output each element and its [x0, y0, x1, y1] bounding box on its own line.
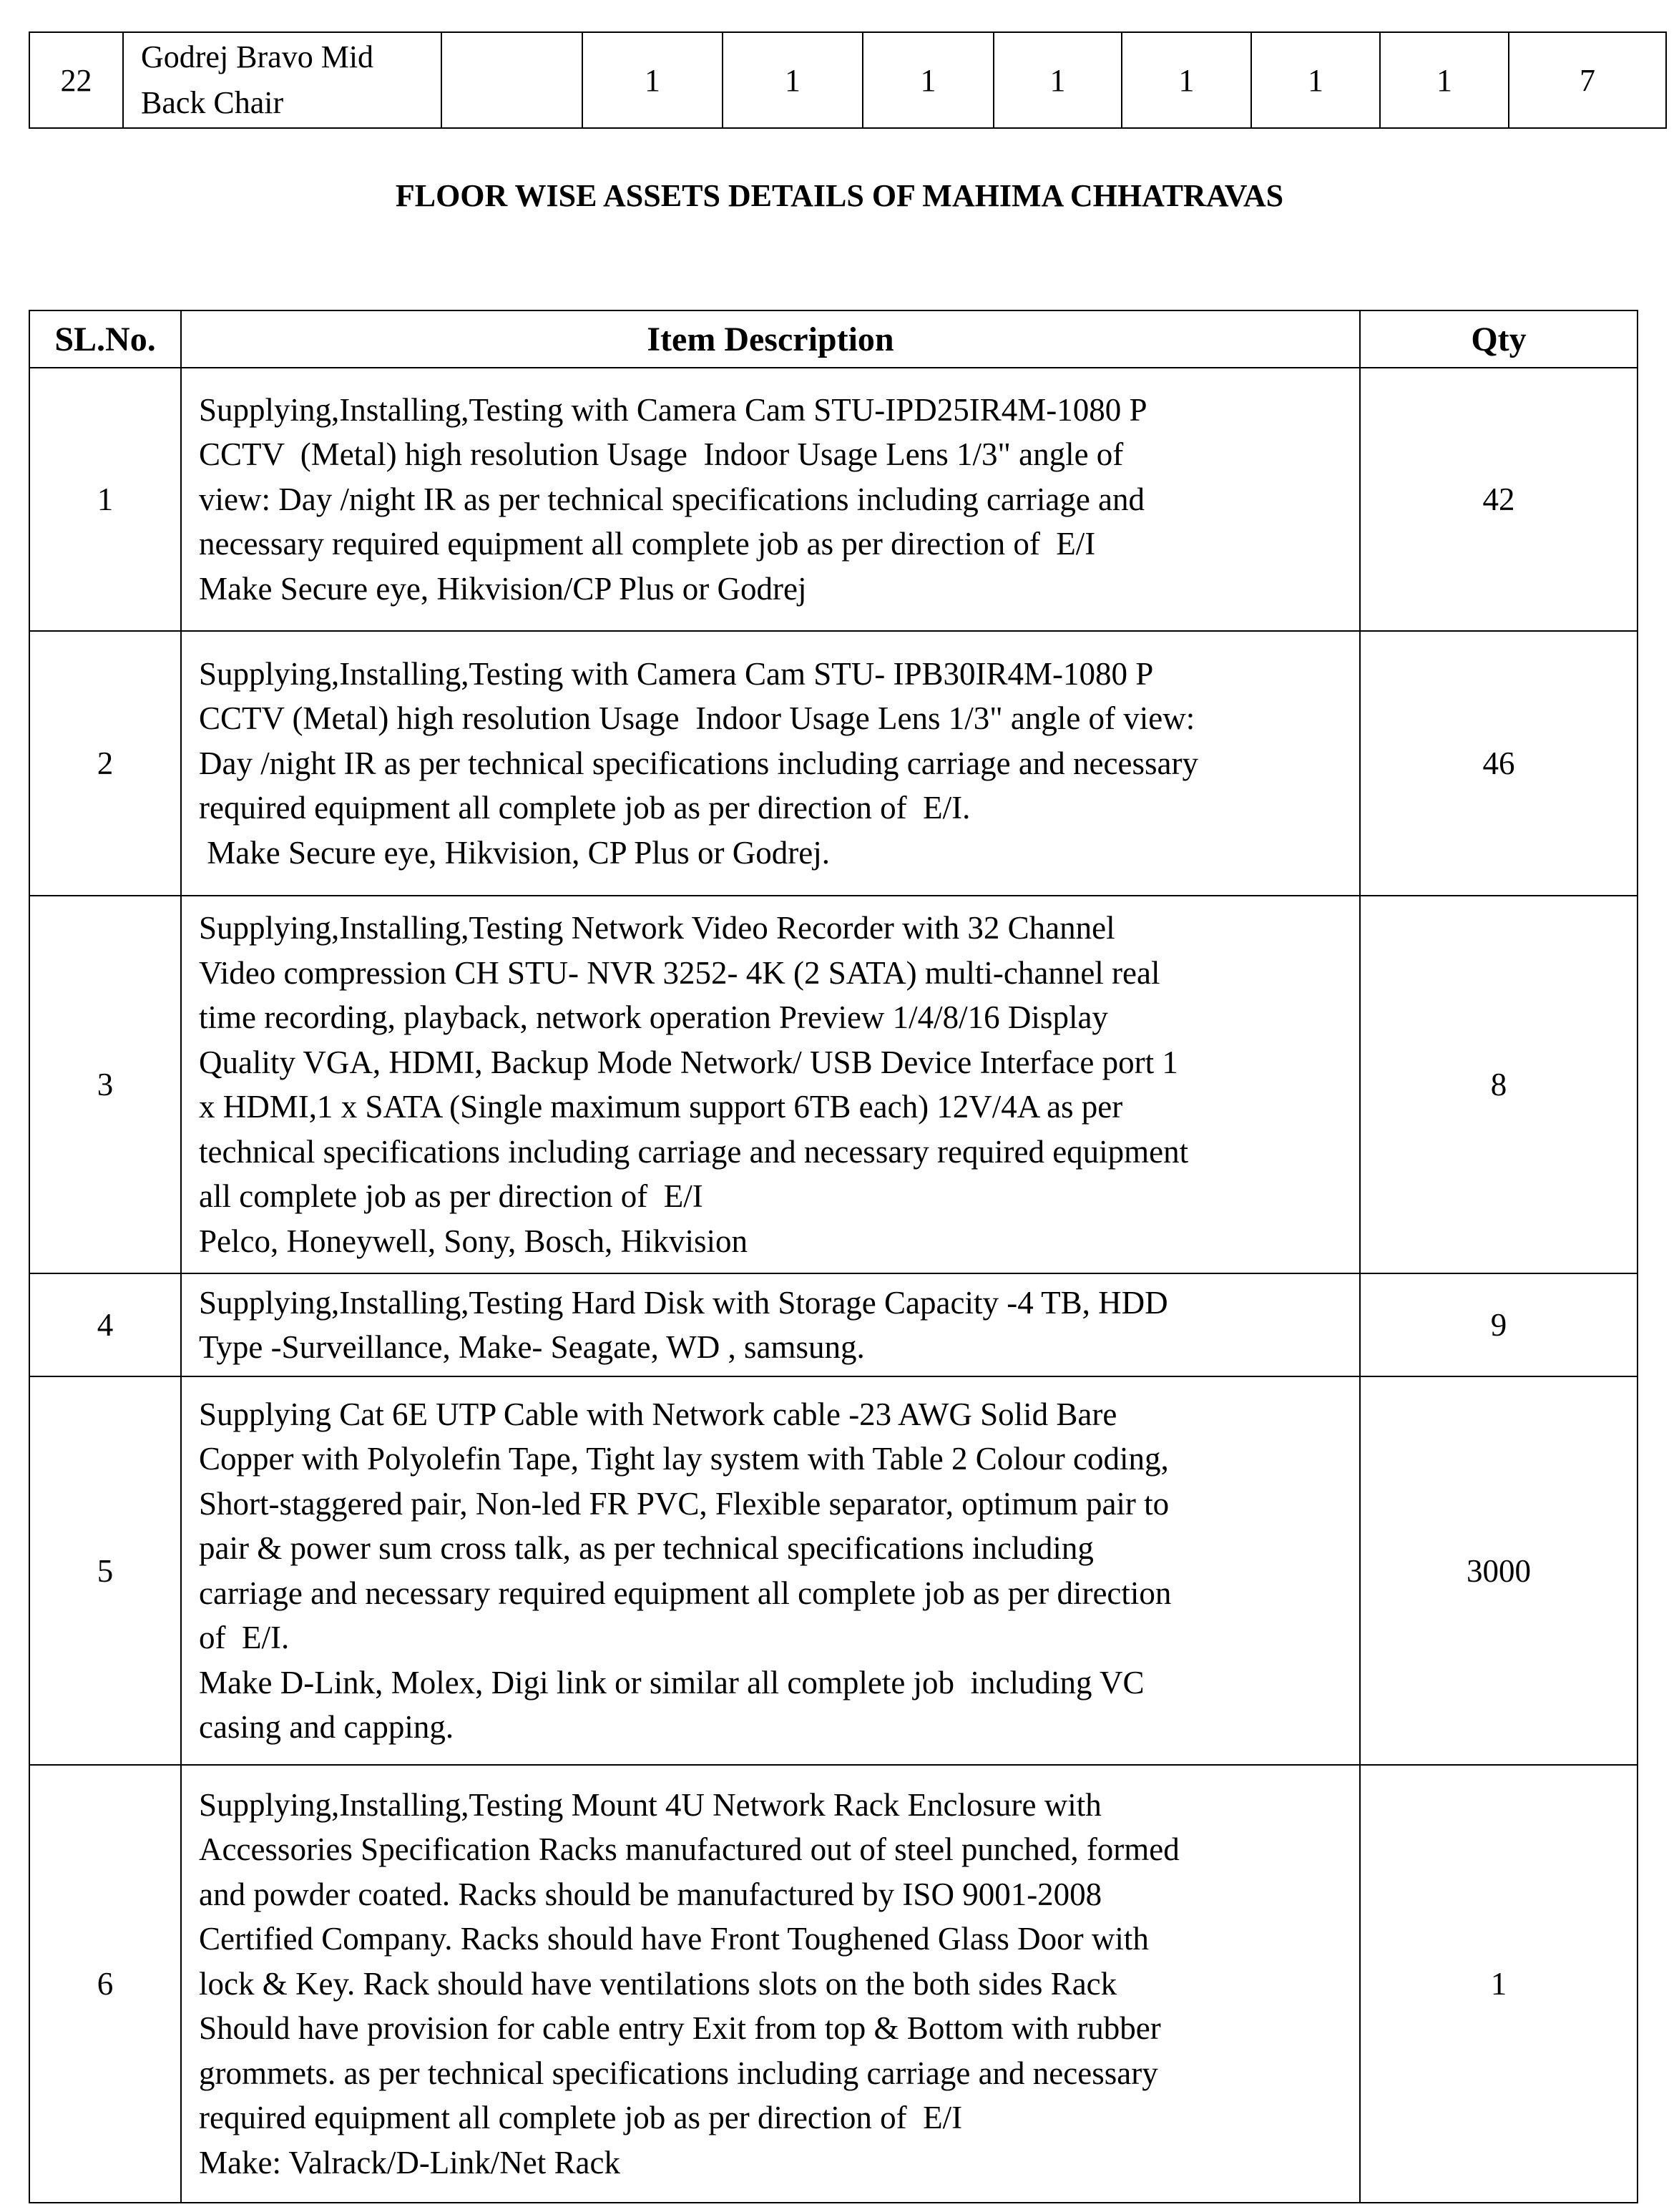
- description-line: Accessories Specification Racks manufactured out of steel punched, formed: [199, 1831, 1180, 1868]
- item-name-line: Godrej Bravo Mid: [141, 39, 374, 74]
- table-header-row: [29, 310, 1638, 368]
- description-line: Day /night IR as per technical specifications including carriage and necessary: [199, 745, 1198, 781]
- description-line: CCTV (Metal) high resolution Usage Indoor Usage Lens 1/3" angle of view:: [199, 700, 1195, 737]
- table-row: [29, 1765, 1638, 2203]
- description-line: required equipment all complete job as per direction of E/I.: [199, 790, 971, 826]
- table-row: [29, 631, 1638, 896]
- sl-cell: 2: [29, 631, 181, 896]
- description-line: Supplying Cat 6E UTP Cable with Network cable -23 AWG Solid Bare: [199, 1396, 1117, 1432]
- description-line: Supplying,Installing,Testing with Camera Cam STU-IPD25IR4M-1080 P: [199, 391, 1147, 428]
- description-line: Certified Company. Racks should have Front Toughened Glass Door with: [199, 1921, 1149, 1957]
- value-cell: 1: [723, 32, 863, 128]
- description-line: grommets. as per technical specifications including carriage and necessary: [199, 2055, 1158, 2091]
- item-name-line: Back Chair: [141, 85, 284, 120]
- description-line: view: Day /night IR as per technical specifications including carriage and: [199, 481, 1145, 517]
- description-line: Pelco, Honeywell, Sony, Bosch, Hikvision: [199, 1223, 748, 1259]
- sl-cell: 5: [29, 1376, 181, 1765]
- description-line: Make Secure eye, Hikvision/CP Plus or Godrej: [199, 570, 807, 607]
- description-line: lock & Key. Rack should have ventilations slots on the both sides Rack: [199, 1965, 1117, 2002]
- description-line: technical specifications including carriage and necessary required equipment: [199, 1133, 1189, 1170]
- description-line: Supplying,Installing,Testing Hard Disk with Storage Capacity -4 TB, HDD: [199, 1284, 1168, 1321]
- sl-cell: 22: [29, 32, 123, 128]
- description-line: Copper with Polyolefin Tape, Tight lay system with Table 2 Colour coding,: [199, 1441, 1169, 1477]
- table-row: [29, 896, 1638, 1273]
- value-cell: 1: [1122, 32, 1251, 128]
- table-row: [29, 368, 1638, 631]
- description-line: carriage and necessary required equipment all complete job as per direction: [199, 1575, 1172, 1611]
- assets-table-body: [29, 368, 1638, 2203]
- description-line: Make Secure eye, Hikvision, CP Plus or Godrej.: [199, 834, 830, 871]
- sl-cell: 6: [29, 1765, 181, 2203]
- page-title: FLOOR WISE ASSETS DETAILS OF MAHIMA CHHATRAVAS: [395, 178, 1284, 213]
- value-cell: 1: [582, 32, 723, 128]
- qty-cell: 9: [1360, 1273, 1638, 1376]
- total-cell: 7: [1509, 32, 1666, 128]
- description-line: time recording, playback, network operation Preview 1/4/8/16 Display: [199, 999, 1108, 1035]
- previous-table: [29, 31, 1667, 129]
- qty-cell: 42: [1360, 368, 1638, 631]
- table-row: [29, 32, 1666, 128]
- description-line: Video compression CH STU- NVR 3252- 4K (2 SATA) multi-channel real: [199, 954, 1160, 991]
- header-qty: Qty: [1360, 310, 1638, 368]
- sl-cell: 4: [29, 1273, 181, 1376]
- description-line: Should have provision for cable entry Exit from top & Bottom with rubber: [199, 2010, 1161, 2047]
- description-line: Quality VGA, HDMI, Backup Mode Network/ USB Device Interface port 1: [199, 1044, 1178, 1080]
- qty-cell: 3000: [1360, 1376, 1638, 1765]
- assets-table: [29, 310, 1638, 2203]
- description-line: required equipment all complete job as per direction of E/I: [199, 2100, 963, 2136]
- description-line: Make: Valrack/D-Link/Net Rack: [199, 2144, 620, 2181]
- value-cell: 1: [1251, 32, 1380, 128]
- value-cell: 1: [863, 32, 994, 128]
- table-row: [29, 1273, 1638, 1376]
- sl-cell: 3: [29, 896, 181, 1273]
- description-cell: [181, 368, 1360, 631]
- description-line: CCTV (Metal) high resolution Usage Indoor Usage Lens 1/3" angle of: [199, 436, 1124, 473]
- description-line: and powder coated. Racks should be manufactured by ISO 9001-2008: [199, 1876, 1102, 1912]
- description-line: casing and capping.: [199, 1709, 454, 1745]
- description-line: Type -Surveillance, Make- Seagate, WD , samsung.: [199, 1329, 865, 1365]
- qty-cell: 8: [1360, 896, 1638, 1273]
- description-line: all complete job as per direction of E/I: [199, 1178, 703, 1214]
- description-line: x HDMI,1 x SATA (Single maximum support 6TB each) 12V/4A as per: [199, 1089, 1123, 1125]
- description-line: Supplying,Installing,Testing Network Video Recorder with 32 Channel: [199, 910, 1115, 946]
- description-cell: [181, 1765, 1360, 2203]
- blank-cell: [441, 32, 582, 128]
- table-row: [29, 1376, 1638, 1765]
- description-line: pair & power sum cross talk, as per technical specifications including: [199, 1530, 1094, 1566]
- qty-cell: 46: [1360, 631, 1638, 896]
- description-cell: [181, 896, 1360, 1273]
- description-line: Short-staggered pair, Non-led FR PVC, Flexible separator, optimum pair to: [199, 1485, 1170, 1522]
- qty-cell: 1: [1360, 1765, 1638, 2203]
- header-sl: SL.No.: [29, 310, 181, 368]
- sl-cell: 1: [29, 368, 181, 631]
- header-description: Item Description: [181, 310, 1360, 368]
- description-line: necessary required equipment all complete job as per direction of E/I: [199, 526, 1096, 562]
- description-line: Make D-Link, Molex, Digi link or similar all complete job including VC: [199, 1664, 1145, 1700]
- description-cell: [181, 631, 1360, 896]
- description-line: Supplying,Installing,Testing with Camera Cam STU- IPB30IR4M-1080 P: [199, 655, 1154, 692]
- value-cell: 1: [994, 32, 1122, 128]
- value-cell: 1: [1380, 32, 1509, 128]
- description-line: of E/I.: [199, 1620, 290, 1655]
- description-line: Supplying,Installing,Testing Mount 4U Network Rack Enclosure with: [199, 1786, 1102, 1823]
- item-name-cell: [123, 32, 441, 128]
- description-cell: [181, 1273, 1360, 1376]
- description-cell: [181, 1376, 1360, 1765]
